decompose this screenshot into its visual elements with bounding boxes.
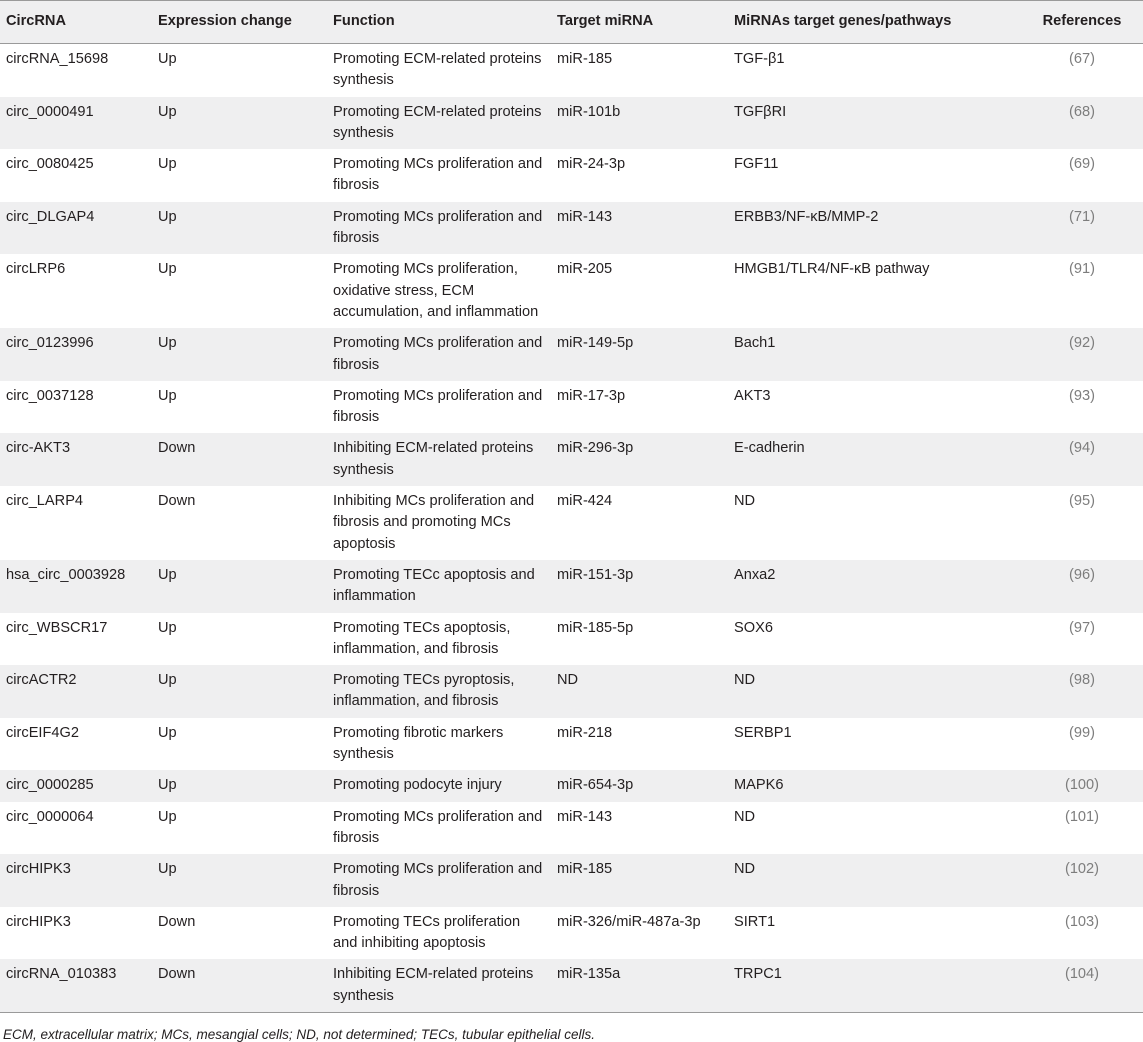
- cell-target-mirna: miR-185: [557, 861, 613, 878]
- cell-target-genes: FGF11: [734, 156, 779, 173]
- cell-target-genes: MAPK6: [734, 777, 784, 794]
- cell-expression-change: Up: [158, 261, 177, 278]
- cell-reference[interactable]: (95): [1069, 493, 1095, 510]
- cell-circrna: circACTR2: [6, 672, 77, 689]
- cell-target-genes: HMGB1/TLR4/NF-κB pathway: [734, 261, 930, 278]
- table-row: [0, 613, 1143, 666]
- cell-target-genes: ND: [734, 808, 756, 825]
- table-row: [0, 854, 1143, 907]
- cell-target-mirna: miR-424: [557, 493, 613, 510]
- cell-expression-change: Up: [158, 619, 177, 636]
- header-function: Function: [327, 1, 551, 44]
- cell-target-mirna: miR-135a: [551, 959, 728, 1012]
- header-circrna: CircRNA: [0, 1, 152, 44]
- header-expression-change: Expression change: [152, 1, 327, 44]
- cell-reference[interactable]: (68): [1069, 103, 1095, 120]
- cell-target-genes: ERBB3/NF-κB/MMP-2: [734, 208, 879, 225]
- cell-reference[interactable]: (100): [1064, 777, 1100, 794]
- cell-target-mirna: miR-151-3p: [557, 566, 634, 583]
- cell-expression-change: Up: [158, 208, 177, 225]
- cell-reference[interactable]: (99): [1069, 724, 1095, 741]
- cell-target-mirna: miR-143: [557, 208, 613, 225]
- cell-expression-change: Up: [158, 51, 177, 67]
- table-row: [0, 486, 1143, 560]
- cell-circrna: circ_0000285: [6, 777, 94, 794]
- table-body: [0, 44, 1143, 1013]
- cell-reference[interactable]: (93): [1069, 387, 1095, 404]
- table-row: [0, 149, 1143, 202]
- cell-target-genes: SIRT1: [734, 913, 776, 930]
- cell-function: Promoting fibrotic markers synthesis: [333, 724, 504, 763]
- cell-reference[interactable]: (71): [1069, 208, 1095, 225]
- cell-function: Promoting TECs apoptosis, inflammation, and fibrosis: [333, 619, 511, 657]
- cell-target-genes: TGF-β1: [734, 51, 785, 67]
- cell-circrna: circ_0123996: [6, 335, 94, 352]
- table-row: [0, 44, 1143, 97]
- cell-circrna: circRNA_010383: [0, 959, 152, 1012]
- cell-circrna: circ_0037128: [6, 387, 94, 404]
- cell-target-mirna: miR-24-3p: [557, 156, 626, 173]
- cell-reference[interactable]: (101): [1064, 808, 1100, 825]
- cell-function: Promoting MCs proliferation and fibrosis: [333, 808, 543, 846]
- table-row: [0, 802, 1143, 855]
- table-row: [0, 202, 1143, 255]
- cell-target-mirna: miR-654-3p: [557, 777, 634, 794]
- table-row: [0, 665, 1143, 718]
- cell-target-genes: ND: [734, 861, 756, 878]
- header-row: [0, 1, 1143, 44]
- cell-circrna: circ_0000064: [6, 808, 94, 825]
- table-row: [0, 97, 1143, 150]
- cell-target-mirna: miR-143: [557, 808, 613, 825]
- cell-target-mirna: miR-185-5p: [557, 619, 634, 636]
- cell-function: Promoting MCs proliferation and fibrosis: [333, 387, 543, 426]
- header-references: References: [1021, 1, 1143, 44]
- cell-target-genes: TGFβRI: [734, 103, 787, 120]
- cell-target-genes: SOX6: [734, 619, 773, 636]
- cell-target-mirna: miR-101b: [557, 103, 621, 120]
- cell-function: Inhibiting ECM-related proteins synthesis: [327, 959, 551, 1012]
- cell-function: Promoting MCs proliferation and fibrosis: [333, 208, 543, 247]
- cell-target-genes: TRPC1: [728, 959, 1021, 1012]
- cell-reference[interactable]: (103): [1064, 913, 1100, 930]
- cell-reference[interactable]: (98): [1069, 672, 1095, 689]
- cell-function: Inhibiting ECM-related proteins synthesis: [333, 440, 534, 478]
- cell-circrna: circLRP6: [6, 261, 66, 278]
- cell-expression-change: Up: [158, 672, 177, 689]
- table-header: [0, 1, 1143, 44]
- cell-reference[interactable]: (97): [1069, 619, 1095, 636]
- cell-reference[interactable]: (92): [1069, 335, 1095, 352]
- cell-expression-change: Up: [158, 156, 177, 173]
- cell-expression-change: Up: [158, 777, 177, 794]
- cell-reference[interactable]: (104): [1021, 959, 1143, 1012]
- cell-reference[interactable]: (69): [1069, 156, 1095, 173]
- table-row: [0, 254, 1143, 328]
- table-row: [0, 770, 1143, 801]
- cell-function: Promoting TECs proliferation and inhibiting apoptosis: [333, 913, 521, 952]
- table-row: [0, 718, 1143, 771]
- cell-circrna: circ_0080425: [6, 156, 94, 173]
- cell-function: Promoting ECM-related proteins synthesis: [333, 51, 542, 89]
- cell-target-mirna: miR-218: [557, 724, 613, 741]
- cell-target-mirna: miR-185: [557, 51, 613, 67]
- header-target-mirna: Target miRNA: [551, 1, 728, 44]
- table-row: [0, 560, 1143, 613]
- cell-circrna: hsa_circ_0003928: [6, 566, 126, 583]
- cell-function: Promoting TECc apoptosis and inflammation: [333, 566, 535, 605]
- cell-reference[interactable]: (67): [1069, 51, 1095, 67]
- cell-target-genes: Bach1: [734, 335, 776, 352]
- cell-target-genes: Anxa2: [734, 566, 776, 583]
- cell-reference[interactable]: (94): [1069, 440, 1095, 457]
- cell-expression-change: Down: [158, 913, 196, 930]
- cell-function: Promoting MCs proliferation and fibrosis: [333, 861, 543, 899]
- cell-expression-change: Up: [158, 724, 177, 741]
- cell-function: Promoting MCs proliferation, oxidative stress, ECM accumulation, and inflammation: [333, 261, 539, 320]
- cell-reference[interactable]: (96): [1069, 566, 1095, 583]
- cell-expression-change: Up: [158, 335, 177, 352]
- cell-circrna: circHIPK3: [6, 861, 71, 878]
- cell-expression-change: Up: [158, 103, 177, 120]
- cell-target-mirna: miR-326/miR-487a-3p: [557, 913, 701, 930]
- cell-circrna: circ_DLGAP4: [6, 208, 95, 225]
- cell-target-genes: AKT3: [734, 387, 771, 404]
- cell-expression-change: Up: [158, 387, 177, 404]
- cell-circrna: circHIPK3: [6, 913, 71, 930]
- cell-function: Promoting podocyte injury: [333, 777, 502, 794]
- cell-target-mirna: miR-296-3p: [557, 440, 634, 457]
- cell-circrna: circ_WBSCR17: [6, 619, 108, 636]
- cell-expression-change: Up: [158, 861, 177, 878]
- cell-function: Promoting MCs proliferation and fibrosis: [333, 335, 543, 373]
- table-row: [0, 907, 1143, 960]
- cell-target-genes: SERBP1: [734, 724, 792, 741]
- cell-function: Inhibiting MCs proliferation and fibrosis and promoting MCs apoptosis: [333, 493, 535, 552]
- cell-target-mirna: ND: [557, 672, 579, 689]
- table-footnote: ECM, extracellular matrix; MCs, mesangial cells; ND, not determined; TECs, tubular epithelial cells.: [3, 1026, 595, 1042]
- cell-circrna: circ-AKT3: [6, 440, 71, 457]
- cell-target-mirna: miR-17-3p: [557, 387, 626, 404]
- cell-reference[interactable]: (102): [1064, 861, 1100, 878]
- cell-expression-change: Down: [152, 959, 327, 1012]
- cell-function: Promoting MCs proliferation and fibrosis: [333, 156, 543, 194]
- table-row: [0, 328, 1143, 381]
- cell-target-genes: ND: [734, 672, 756, 689]
- cell-expression-change: Down: [158, 493, 196, 510]
- cell-target-mirna: miR-205: [557, 261, 613, 278]
- cell-circrna: circRNA_15698: [6, 51, 109, 67]
- table-row: [0, 433, 1143, 486]
- cell-expression-change: Down: [158, 440, 196, 457]
- cell-target-genes: E-cadherin: [734, 440, 805, 457]
- cell-circrna: circEIF4G2: [6, 724, 79, 741]
- cell-circrna: circ_0000491: [6, 103, 94, 120]
- cell-target-mirna: miR-149-5p: [557, 335, 634, 352]
- table-row: [0, 381, 1143, 434]
- table-row: [0, 959, 1143, 1012]
- cell-function: Promoting TECs pyroptosis, inflammation, and fibrosis: [333, 672, 515, 710]
- cell-expression-change: Up: [158, 566, 177, 583]
- cell-target-genes: ND: [734, 493, 756, 510]
- cell-expression-change: Up: [158, 808, 177, 825]
- cell-circrna: circ_LARP4: [6, 493, 84, 510]
- cell-reference[interactable]: (91): [1069, 261, 1095, 278]
- header-target-genes: MiRNAs target genes/pathways: [728, 1, 1021, 44]
- cell-function: Promoting ECM-related proteins synthesis: [333, 103, 542, 141]
